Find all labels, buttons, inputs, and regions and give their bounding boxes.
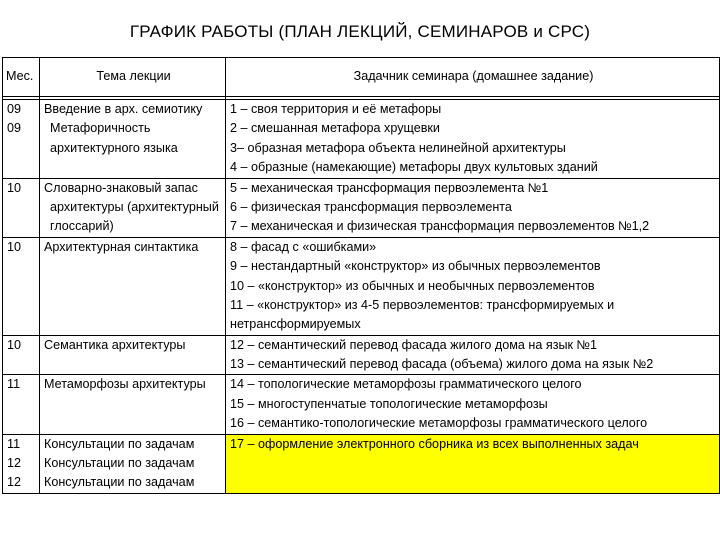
month-value: 10 [7, 180, 22, 195]
topic-line: архитектурного языка [50, 140, 178, 155]
task-line: 5 – механическая трансформация первоэлемента №1 [230, 180, 549, 195]
topic-cell [40, 375, 226, 434]
month-cell [3, 237, 40, 335]
topic-line [44, 315, 223, 334]
task-line: 4 – образные (намекающие) метафоры двух культовых зданий [230, 160, 598, 175]
task-line: 16 – семантико-топологические метаморфозы грамматического целого [230, 416, 648, 431]
tasks-cell [226, 178, 720, 237]
month-cell [3, 375, 40, 434]
table-header-row [3, 58, 720, 97]
topic-line: Консультации по задачам [44, 436, 195, 451]
topic-line [44, 296, 223, 315]
task-line: 9 – нестандартный «конструктор» из обычных первоэлементов [230, 259, 601, 274]
topic-line [44, 158, 223, 177]
month-cell [3, 100, 40, 179]
task-line: нетрансформируемых [230, 317, 361, 332]
topic-cell [40, 237, 226, 335]
topic-line [44, 355, 223, 374]
header-topic: Тема лекции [40, 58, 226, 97]
month-value: 12 [7, 475, 22, 490]
task-line: 10 – «конструктор» из обычных и необычных первоэлементов [230, 278, 595, 293]
task-line: 15 – многоступенчатые топологические метаморфозы [230, 396, 548, 411]
table-row [3, 335, 720, 375]
topic-line [44, 277, 223, 296]
header-tasks: Задачник семинара (домашнее задание) [226, 58, 720, 97]
topic-cell [40, 434, 226, 493]
table-row [3, 375, 720, 434]
tasks-cell [226, 335, 720, 375]
schedule-table [2, 57, 720, 494]
table-row [3, 178, 720, 237]
topic-line: Введение в арх. семиотику [44, 102, 203, 116]
table-row [3, 100, 720, 179]
task-line: 11 – «конструктор» из 4-5 первоэлементов: трансформируемых и [230, 297, 615, 312]
task-line: 17 – оформление электронного сборника из всех выполненных задач [230, 436, 639, 451]
topic-line: Консультации по задачам [44, 456, 195, 471]
task-line: 12 – семантический перевод фасада жилого дома на язык №1 [230, 337, 598, 352]
schedule-body [3, 97, 720, 494]
month-cell [3, 434, 40, 493]
topic-line: архитектуры (архитектурный [50, 199, 219, 214]
topic-line [44, 414, 223, 433]
month-value: 12 [7, 456, 22, 471]
topic-line: Семантика архитектуры [44, 337, 186, 352]
topic-line: Словарно-знаковый запас [44, 180, 198, 195]
task-line: 13 – семантический перевод фасада (объема) жилого дома на язык №2 [230, 357, 654, 372]
tasks-cell [226, 434, 720, 493]
topic-cell [40, 100, 226, 179]
tasks-cell [226, 375, 720, 434]
tasks-cell [226, 237, 720, 335]
tasks-cell [226, 100, 720, 179]
table-row [3, 434, 720, 493]
topic-line [44, 257, 223, 276]
topic-line: Архитектурная синтактика [44, 239, 199, 254]
topic-line: Метаморфозы архитектуры [44, 377, 206, 392]
task-line: 3– образная метафора объекта нелинейной архитектуры [230, 140, 566, 155]
month-value: 11 [7, 377, 21, 392]
task-line: 6 – физическая трансформация первоэлемента [230, 199, 512, 214]
month-cell [3, 335, 40, 375]
month-value: 09 [7, 121, 22, 136]
task-line: 1 – своя территория и её метафоры [230, 102, 442, 116]
topic-line [44, 395, 223, 414]
topic-line: глоссарий) [50, 219, 114, 234]
month-value: 11 [7, 436, 21, 451]
task-line: 2 – смешанная метафора хрущевки [230, 121, 440, 136]
month-value: 10 [7, 337, 22, 352]
task-line: 7 – механическая и физическая трансформация первоэлементов №1,2 [230, 219, 650, 234]
month-cell [3, 178, 40, 237]
topic-line: Метафоричность [50, 121, 151, 136]
header-month: Мес. [3, 58, 40, 97]
table-row [3, 237, 720, 335]
page-title: ГРАФИК РАБОТЫ (ПЛАН ЛЕКЦИЙ, СЕМИНАРОВ и СРС) [129, 22, 591, 41]
task-line: 8 – фасад с «ошибками» [230, 239, 377, 254]
task-line [230, 473, 717, 492]
task-line [230, 454, 717, 473]
task-line: 14 – топологические метаморфозы грамматического целого [230, 377, 582, 392]
topic-cell [40, 335, 226, 375]
topic-line: Консультации по задачам [44, 475, 195, 490]
month-value: 10 [7, 239, 22, 254]
month-value: 09 [7, 102, 22, 116]
topic-cell [40, 178, 226, 237]
